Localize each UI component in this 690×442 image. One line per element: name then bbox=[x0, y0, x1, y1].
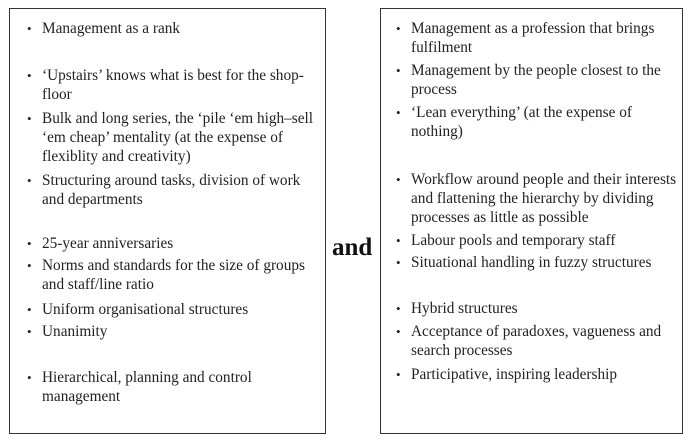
list-item: • Unanimity bbox=[42, 322, 322, 341]
list-item: • Hierarchical, planning and control management bbox=[42, 368, 322, 406]
list-item: • Bulk and long series, the ‘pile ‘em high–sell ‘em cheap’ mentality (at the expense of flexiblity and creativity) bbox=[42, 109, 322, 166]
list-item: • Management as a rank bbox=[42, 19, 322, 38]
list-item: • ‘Lean everything’ (at the expense of nothing) bbox=[411, 103, 681, 141]
list-item: • Norms and standards for the size of groups and staff/line ratio bbox=[42, 256, 322, 294]
list-item: • Labour pools and temporary staff bbox=[411, 231, 681, 250]
new-management-box bbox=[380, 8, 683, 434]
list-item: • Situational handling in fuzzy structures bbox=[411, 253, 681, 272]
list-item: • ‘Upstairs’ knows what is best for the shop-floor bbox=[42, 66, 322, 104]
connector-label: and bbox=[332, 234, 373, 261]
list-item: • 25-year anniversaries bbox=[42, 234, 322, 253]
list-item: • Acceptance of paradoxes, vagueness and search processes bbox=[411, 322, 681, 360]
list-item: • Management by the people closest to the process bbox=[411, 61, 681, 99]
list-item: • Hybrid structures bbox=[411, 299, 681, 318]
list-item: • Workflow around people and their interests and flattening the hierarchy by dividing processes as little as possible bbox=[411, 170, 681, 227]
traditional-management-box bbox=[9, 8, 326, 434]
list-item: • Structuring around tasks, division of work and departments bbox=[42, 171, 322, 209]
list-item: • Uniform organisational structures bbox=[42, 300, 322, 319]
list-item: • Management as a profession that brings fulfilment bbox=[411, 19, 681, 57]
list-item: • Participative, inspiring leadership bbox=[411, 365, 681, 384]
